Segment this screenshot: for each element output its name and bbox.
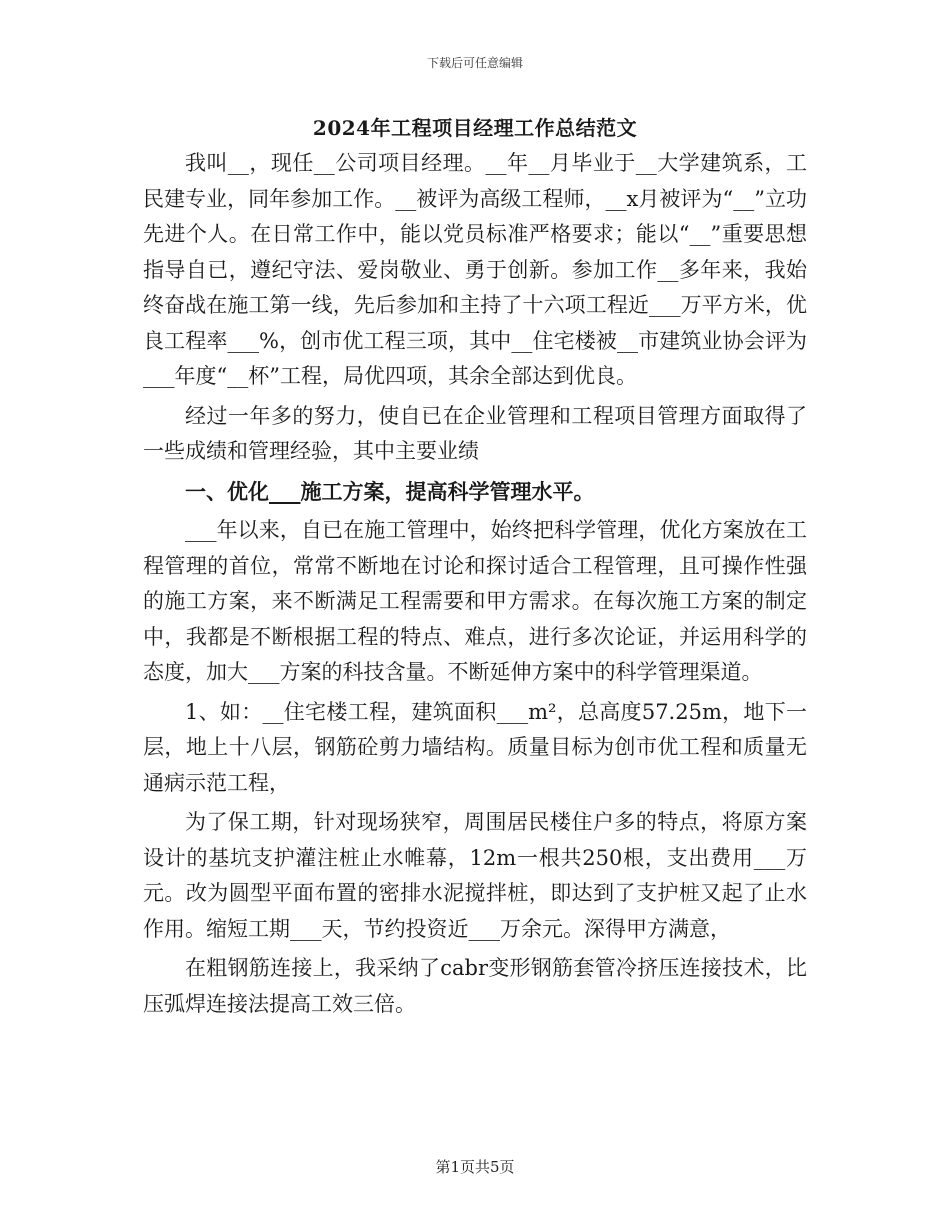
paragraph-section-1: ___年以来，自已在施工管理中，始终把科学管理，优化方案放在工程管理的首位，常常不断地在讨论和探讨适合工程管理，且可操作性强的施工方案，来不断满足工程需要和甲方需求。在每次施工方案的制定中，我都是不断根据工程的特点、难点，进行多次论证，并运用科学的态度，加大___方案的科技含量。不断延伸方案中的科学管理渠道。: [143, 518, 807, 684]
document-body: [143, 146, 807, 1022]
paragraph-schedule: 为了保工期，针对现场狭窄，周围居民楼住户多的特点，将原方案设计的基坑支护灌注桩止水帷幕，12m一根共250根，支出费用___万元。改为圆型平面布置的密排水泥搅拌桩，即达到了支护桩又起了止水作用。缩短工期___天，节约投资近___万余元。深得甲方满意，: [143, 810, 807, 941]
paragraph-achievements: 经过一年多的努力，使自已在企业管理和工程项目管理方面取得了一些成绩和管理经验，其中主要业绩: [143, 403, 807, 463]
document-title: 2024年工程项目经理工作总结范文: [312, 116, 638, 140]
section-heading-1: 一、优化___施工方案，提高科学管理水平。: [185, 478, 595, 504]
paragraph-rebar: 在粗钢筋连接上，我采纳了cabr变形钢筋套管冷挤压连接技术，比压弧焊连接法提高工效三倍。: [143, 956, 807, 1016]
page-number: 第1页共5页: [435, 1158, 515, 1176]
paragraph-example-1: 1、如：__住宅楼工程，建筑面积___m²，总高度57.25m，地下一层，地上十八层，钢筋砼剪力墙结构。质量目标为创市优工程和质量无通病示范工程，: [143, 699, 807, 795]
paragraph-intro: 我叫__，现任__公司项目经理。__年__月毕业于__大学建筑系，工民建专业，同年参加工作。__被评为高级工程师，__x月被评为“__”立功先进个人。在日常工作中，能以党员标准严格要求；能以“__”重要思想指导自已，遵纪守法、爱岗敬业、勇于创新。参加工作__多年来，我始终奋战在施工第一线，先后参加和主持了十六项工程近___万平方米，优良工程率___%，创市优工程三项，其中__住宅楼被__市建筑业协会评为___年度“__杯”工程，局优四项，其余全部达到优良。: [143, 151, 807, 388]
page-header-note: 下载后可任意编辑: [426, 56, 523, 70]
